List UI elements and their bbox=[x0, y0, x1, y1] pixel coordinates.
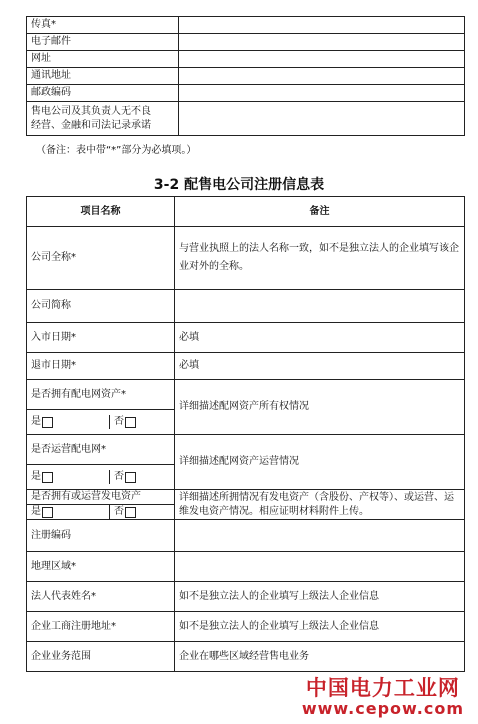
table-row bbox=[27, 323, 465, 353]
row-label: 电子邮件 bbox=[27, 34, 179, 51]
table-row bbox=[27, 435, 465, 465]
table-row bbox=[27, 520, 465, 552]
table-row bbox=[27, 612, 465, 642]
table-header bbox=[27, 197, 465, 227]
row-remark: 如不是独立法人的企业填写上级法人企业信息 bbox=[175, 582, 465, 612]
table-row bbox=[27, 34, 465, 51]
no-option bbox=[110, 415, 174, 429]
row-value bbox=[179, 17, 465, 34]
row-label: 公司简称 bbox=[27, 290, 175, 323]
yes-checkbox[interactable] bbox=[42, 507, 53, 518]
table-row bbox=[27, 552, 465, 582]
row-label: 退市日期* bbox=[27, 353, 175, 380]
table-row bbox=[27, 642, 465, 672]
row-remark: 如不是独立法人的企业填写上级法人企业信息 bbox=[175, 612, 465, 642]
row-remark bbox=[175, 290, 465, 323]
row-value bbox=[179, 68, 465, 85]
row-remark bbox=[175, 520, 465, 552]
contact-info-table bbox=[26, 16, 465, 136]
row-label: 是否运营配电网* bbox=[27, 435, 175, 465]
yes-option bbox=[27, 505, 110, 519]
row-remark: 详细描述配网资产运营情况 bbox=[175, 435, 465, 490]
row-value bbox=[179, 51, 465, 68]
table-row bbox=[27, 380, 465, 410]
row-label: 是否拥有或运营发电资产 bbox=[27, 490, 175, 505]
row-label: 企业业务范围 bbox=[27, 642, 175, 672]
no-label: 否 bbox=[114, 471, 124, 482]
row-remark: 与营业执照上的法人名称一致，如不是独立法人的企业填写该企业对外的全称。 bbox=[175, 227, 465, 290]
yes-label: 是 bbox=[31, 471, 41, 482]
table-row bbox=[27, 290, 465, 323]
row-remark: 必填 bbox=[175, 323, 465, 353]
row-label: 地理区域* bbox=[27, 552, 175, 582]
row-value bbox=[179, 102, 465, 136]
yes-no-cell bbox=[27, 505, 175, 520]
no-label: 否 bbox=[114, 506, 124, 517]
row-label bbox=[27, 102, 179, 136]
table-row bbox=[27, 353, 465, 380]
table-row bbox=[27, 582, 465, 612]
row-remark: 必填 bbox=[175, 353, 465, 380]
no-option bbox=[110, 470, 174, 484]
site-watermark bbox=[302, 676, 464, 718]
yes-checkbox[interactable] bbox=[42, 417, 53, 428]
table-row bbox=[27, 490, 465, 505]
row-label: 邮政编码 bbox=[27, 85, 179, 102]
yes-no-cell bbox=[27, 465, 175, 490]
row-label: 法人代表姓名* bbox=[27, 582, 175, 612]
no-label: 否 bbox=[114, 416, 124, 427]
yes-checkbox[interactable] bbox=[42, 472, 53, 483]
table-row bbox=[27, 68, 465, 85]
row-label: 传真* bbox=[27, 17, 179, 34]
row-label: 注册编码 bbox=[27, 520, 175, 552]
no-checkbox[interactable] bbox=[125, 417, 136, 428]
table-row bbox=[27, 51, 465, 68]
row-label: 公司全称* bbox=[27, 227, 175, 290]
no-checkbox[interactable] bbox=[125, 507, 136, 518]
yes-option bbox=[27, 470, 110, 484]
table-note: （备注：表中带“*”部分为必填项。） bbox=[36, 145, 197, 156]
watermark-name: 中国电力工业网 bbox=[305, 676, 460, 700]
header-item: 项目名称 bbox=[27, 197, 175, 227]
row-value bbox=[179, 34, 465, 51]
row-label: 是否拥有配电网资产* bbox=[27, 380, 175, 410]
no-option bbox=[110, 505, 174, 519]
watermark-url: www.cepow.com bbox=[301, 699, 464, 718]
table-row bbox=[27, 102, 465, 136]
row-label: 入市日期* bbox=[27, 323, 175, 353]
commitment-line-1: 售电公司及其负责人无不良 bbox=[31, 105, 151, 117]
row-label: 企业工商注册地址* bbox=[27, 612, 175, 642]
row-remark: 详细描述配网资产所有权情况 bbox=[175, 380, 465, 435]
yes-label: 是 bbox=[31, 506, 41, 517]
row-remark: 详细描述所拥情况有发电资产（含股份、产权等）、或运营、运维发电资产情况。相应证明材料附件上传。 bbox=[175, 490, 465, 520]
table-row bbox=[27, 17, 465, 34]
section-title: 3-2 配售电公司注册信息表 bbox=[153, 177, 325, 193]
row-label: 网址 bbox=[27, 51, 179, 68]
table-row bbox=[27, 227, 465, 290]
header-remark: 备注 bbox=[175, 197, 465, 227]
commitment-line-2: 经营、金融和司法记录承诺 bbox=[31, 119, 151, 131]
table-row bbox=[27, 85, 465, 102]
yes-no-cell bbox=[27, 410, 175, 435]
row-value bbox=[179, 85, 465, 102]
row-remark bbox=[175, 552, 465, 582]
yes-option bbox=[27, 415, 110, 429]
row-label: 通讯地址 bbox=[27, 68, 179, 85]
registration-info-table bbox=[26, 196, 465, 672]
yes-label: 是 bbox=[31, 416, 41, 427]
no-checkbox[interactable] bbox=[125, 472, 136, 483]
row-remark: 企业在哪些区域经营售电业务 bbox=[175, 642, 465, 672]
